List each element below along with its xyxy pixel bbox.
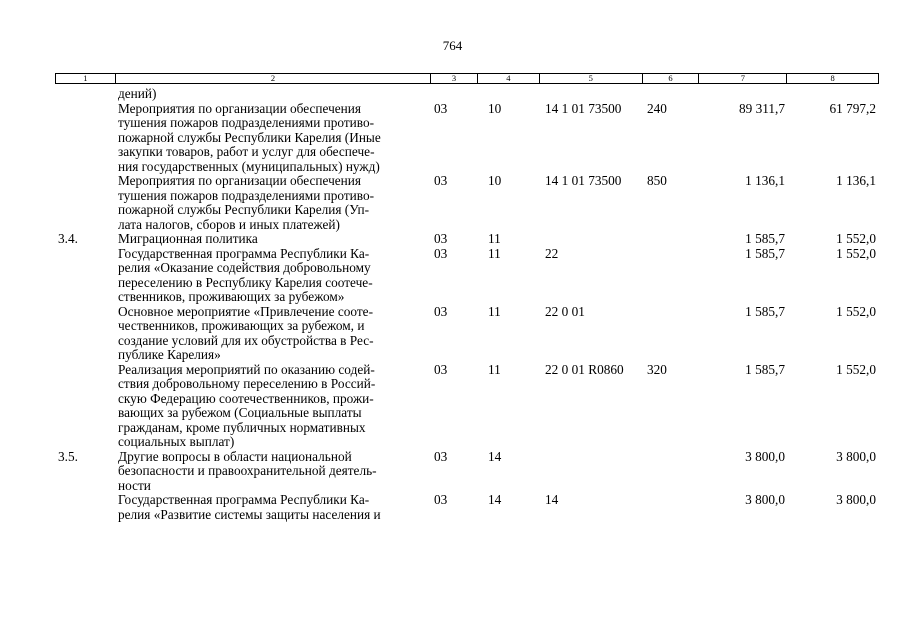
row-name-line: Мероприятия по организации обеспечения	[118, 100, 362, 116]
row-name	[115, 232, 431, 247]
row-name-line: ния государственных (муниципальных) нужд)	[118, 158, 380, 174]
amount-year-2: 1 136,1	[836, 173, 876, 188]
amount-year-1: 1 585,7	[745, 361, 785, 377]
row-number: 3.4.	[58, 231, 78, 246]
expense-type-code	[643, 247, 700, 305]
target-article-code: 14 1 01 73500	[545, 173, 622, 188]
amount-year-2: 3 800,0	[836, 448, 876, 464]
subsection-code: 11	[488, 303, 501, 319]
column-header-7: 7	[699, 74, 787, 83]
table-row	[55, 174, 879, 232]
expense-type-code	[643, 232, 700, 247]
column-header-8: 8	[830, 73, 835, 83]
row-name	[115, 247, 431, 305]
target-article-code: 14	[545, 492, 559, 507]
column-header-5: 5	[540, 74, 643, 83]
column-header-2: 2	[116, 74, 431, 83]
subsection-code: 10	[488, 100, 502, 116]
expense-type-code: 850	[647, 173, 667, 188]
row-name	[115, 363, 431, 450]
row-number	[55, 87, 115, 102]
subsection-code: 10	[488, 173, 502, 188]
column-header-4: 4	[478, 74, 540, 83]
amount-year-2: 61 797,2	[829, 100, 876, 116]
row-name-line: переселению в Республику Карелия соотече-	[118, 274, 373, 290]
subsection-code: 11	[488, 231, 501, 246]
row-name	[115, 87, 431, 102]
row-name-line: ствия добровольному переселению в Россий-	[118, 376, 376, 391]
row-name-line: тушения пожаров подразделениями противо-	[118, 187, 375, 203]
amount-year-1: 89 311,7	[738, 100, 785, 116]
table-row	[55, 87, 879, 102]
table-row	[55, 232, 879, 247]
row-name-line: закупки товаров, работ и услуг для обеспече-	[118, 144, 375, 159]
subsection-code	[478, 87, 540, 102]
column-header-6: 6	[643, 74, 700, 83]
section-code: 03	[434, 173, 448, 188]
amount-year-1: 3 800,0	[745, 492, 785, 507]
row-name-line: релия «Развитие системы защиты населения и	[118, 506, 381, 522]
section-code: 03	[434, 245, 448, 261]
row-name-line: Государственная программа Республики Ка-	[118, 492, 370, 507]
row-number	[55, 102, 115, 175]
table-row	[55, 247, 879, 305]
row-name-line: безопасности и правоохранительной деятель-	[118, 463, 377, 478]
expense-type-code	[643, 450, 700, 494]
target-article-code: 22	[545, 245, 559, 261]
target-article-code	[540, 232, 643, 247]
subsection-code: 11	[488, 361, 501, 377]
amount-year-2	[788, 87, 879, 102]
row-name-line: тушения пожаров подразделениями противо-	[118, 115, 375, 130]
row-name-line: дений)	[118, 86, 157, 101]
amount-year-1: 1 585,7	[745, 231, 785, 246]
amount-year-1: 1 136,1	[745, 173, 785, 188]
row-name	[115, 174, 431, 232]
subsection-code: 14	[488, 492, 502, 507]
section-code: 03	[434, 303, 448, 319]
expense-type-code	[643, 87, 700, 102]
subsection-code: 11	[488, 245, 501, 261]
row-name	[115, 305, 431, 363]
subsection-code: 14	[488, 448, 502, 464]
target-article-code	[540, 450, 643, 494]
section-code: 03	[434, 100, 448, 116]
row-name-line: вающих за рубежом (Социальные выплаты	[118, 405, 362, 420]
row-name	[115, 493, 431, 522]
row-number	[55, 363, 115, 450]
row-name-line: Реализация мероприятий по оказанию содей-	[118, 361, 375, 377]
row-number	[55, 305, 115, 363]
section-code: 03	[434, 231, 448, 246]
row-name-line: создание условий для их обустройства в Рес-	[118, 332, 374, 348]
target-article-code: 22 0 01	[545, 303, 585, 319]
row-name-line: Основное мероприятие «Привлечение сооте-	[118, 303, 373, 319]
row-number	[55, 247, 115, 305]
row-name-line: Государственная программа Республики Ка-	[118, 245, 370, 261]
target-article-code: 22 0 01 R0860	[545, 361, 624, 377]
row-name-line: релия «Оказание содействия добровольному	[118, 260, 371, 275]
expense-type-code	[643, 305, 700, 363]
amount-year-1: 3 800,0	[745, 448, 785, 464]
row-name-line: Другие вопросы в области национальной	[118, 448, 352, 464]
row-name-line: чественников, проживающих за рубежом, и	[118, 318, 365, 333]
row-name-line: пожарной службы Республики Карелия (Иные	[118, 129, 381, 145]
target-article-code: 14 1 01 73500	[545, 100, 622, 116]
expense-type-code: 240	[647, 100, 667, 116]
table-row	[55, 450, 879, 494]
table-row	[55, 363, 879, 450]
amount-year-2: 1 552,0	[836, 361, 876, 377]
column-header-3: 3	[431, 74, 478, 83]
row-name	[115, 102, 431, 175]
amount-year-2: 3 800,0	[836, 492, 876, 507]
row-name-line: Миграционная политика	[118, 231, 258, 246]
amount-year-2: 1 552,0	[836, 303, 876, 319]
table-row	[55, 102, 879, 175]
target-article-code	[540, 87, 643, 102]
row-name-line: гражданам, кроме публичных нормативных	[118, 419, 366, 435]
table-header-row	[55, 73, 879, 84]
page-number: 764	[442, 38, 463, 53]
table-row	[55, 305, 879, 363]
row-name-line: пожарной службы Республики Карелия (Уп-	[118, 202, 370, 217]
row-number	[55, 174, 115, 232]
row-name-line: ственников, проживающих за рубежом»	[118, 289, 345, 304]
column-header-1: 1	[56, 74, 116, 83]
table-row	[55, 493, 879, 522]
row-name-line: скую Федерацию соотечественников, прожи-	[118, 390, 374, 406]
amount-year-2: 1 552,0	[836, 245, 876, 261]
row-name-line: лата налогов, сборов и иных платежей)	[118, 216, 340, 232]
row-number: 3.5.	[58, 448, 78, 464]
row-name-line: ности	[118, 477, 151, 493]
section-code: 03	[434, 492, 448, 507]
row-name-line: Мероприятия по организации обеспечения	[118, 173, 362, 188]
section-code: 03	[434, 361, 448, 377]
amount-year-1: 1 585,7	[745, 303, 785, 319]
expense-type-code: 320	[647, 361, 667, 377]
row-number	[55, 493, 115, 522]
budget-table-body	[55, 87, 879, 522]
section-code	[431, 87, 478, 102]
amount-year-1: 1 585,7	[745, 245, 785, 261]
amount-year-1	[700, 87, 788, 102]
row-name-line: публике Карелия»	[118, 347, 221, 362]
row-name	[115, 450, 431, 494]
section-code: 03	[434, 448, 448, 464]
expense-type-code	[643, 493, 700, 522]
amount-year-2: 1 552,0	[836, 231, 876, 246]
row-name-line: социальных выплат)	[118, 434, 235, 449]
